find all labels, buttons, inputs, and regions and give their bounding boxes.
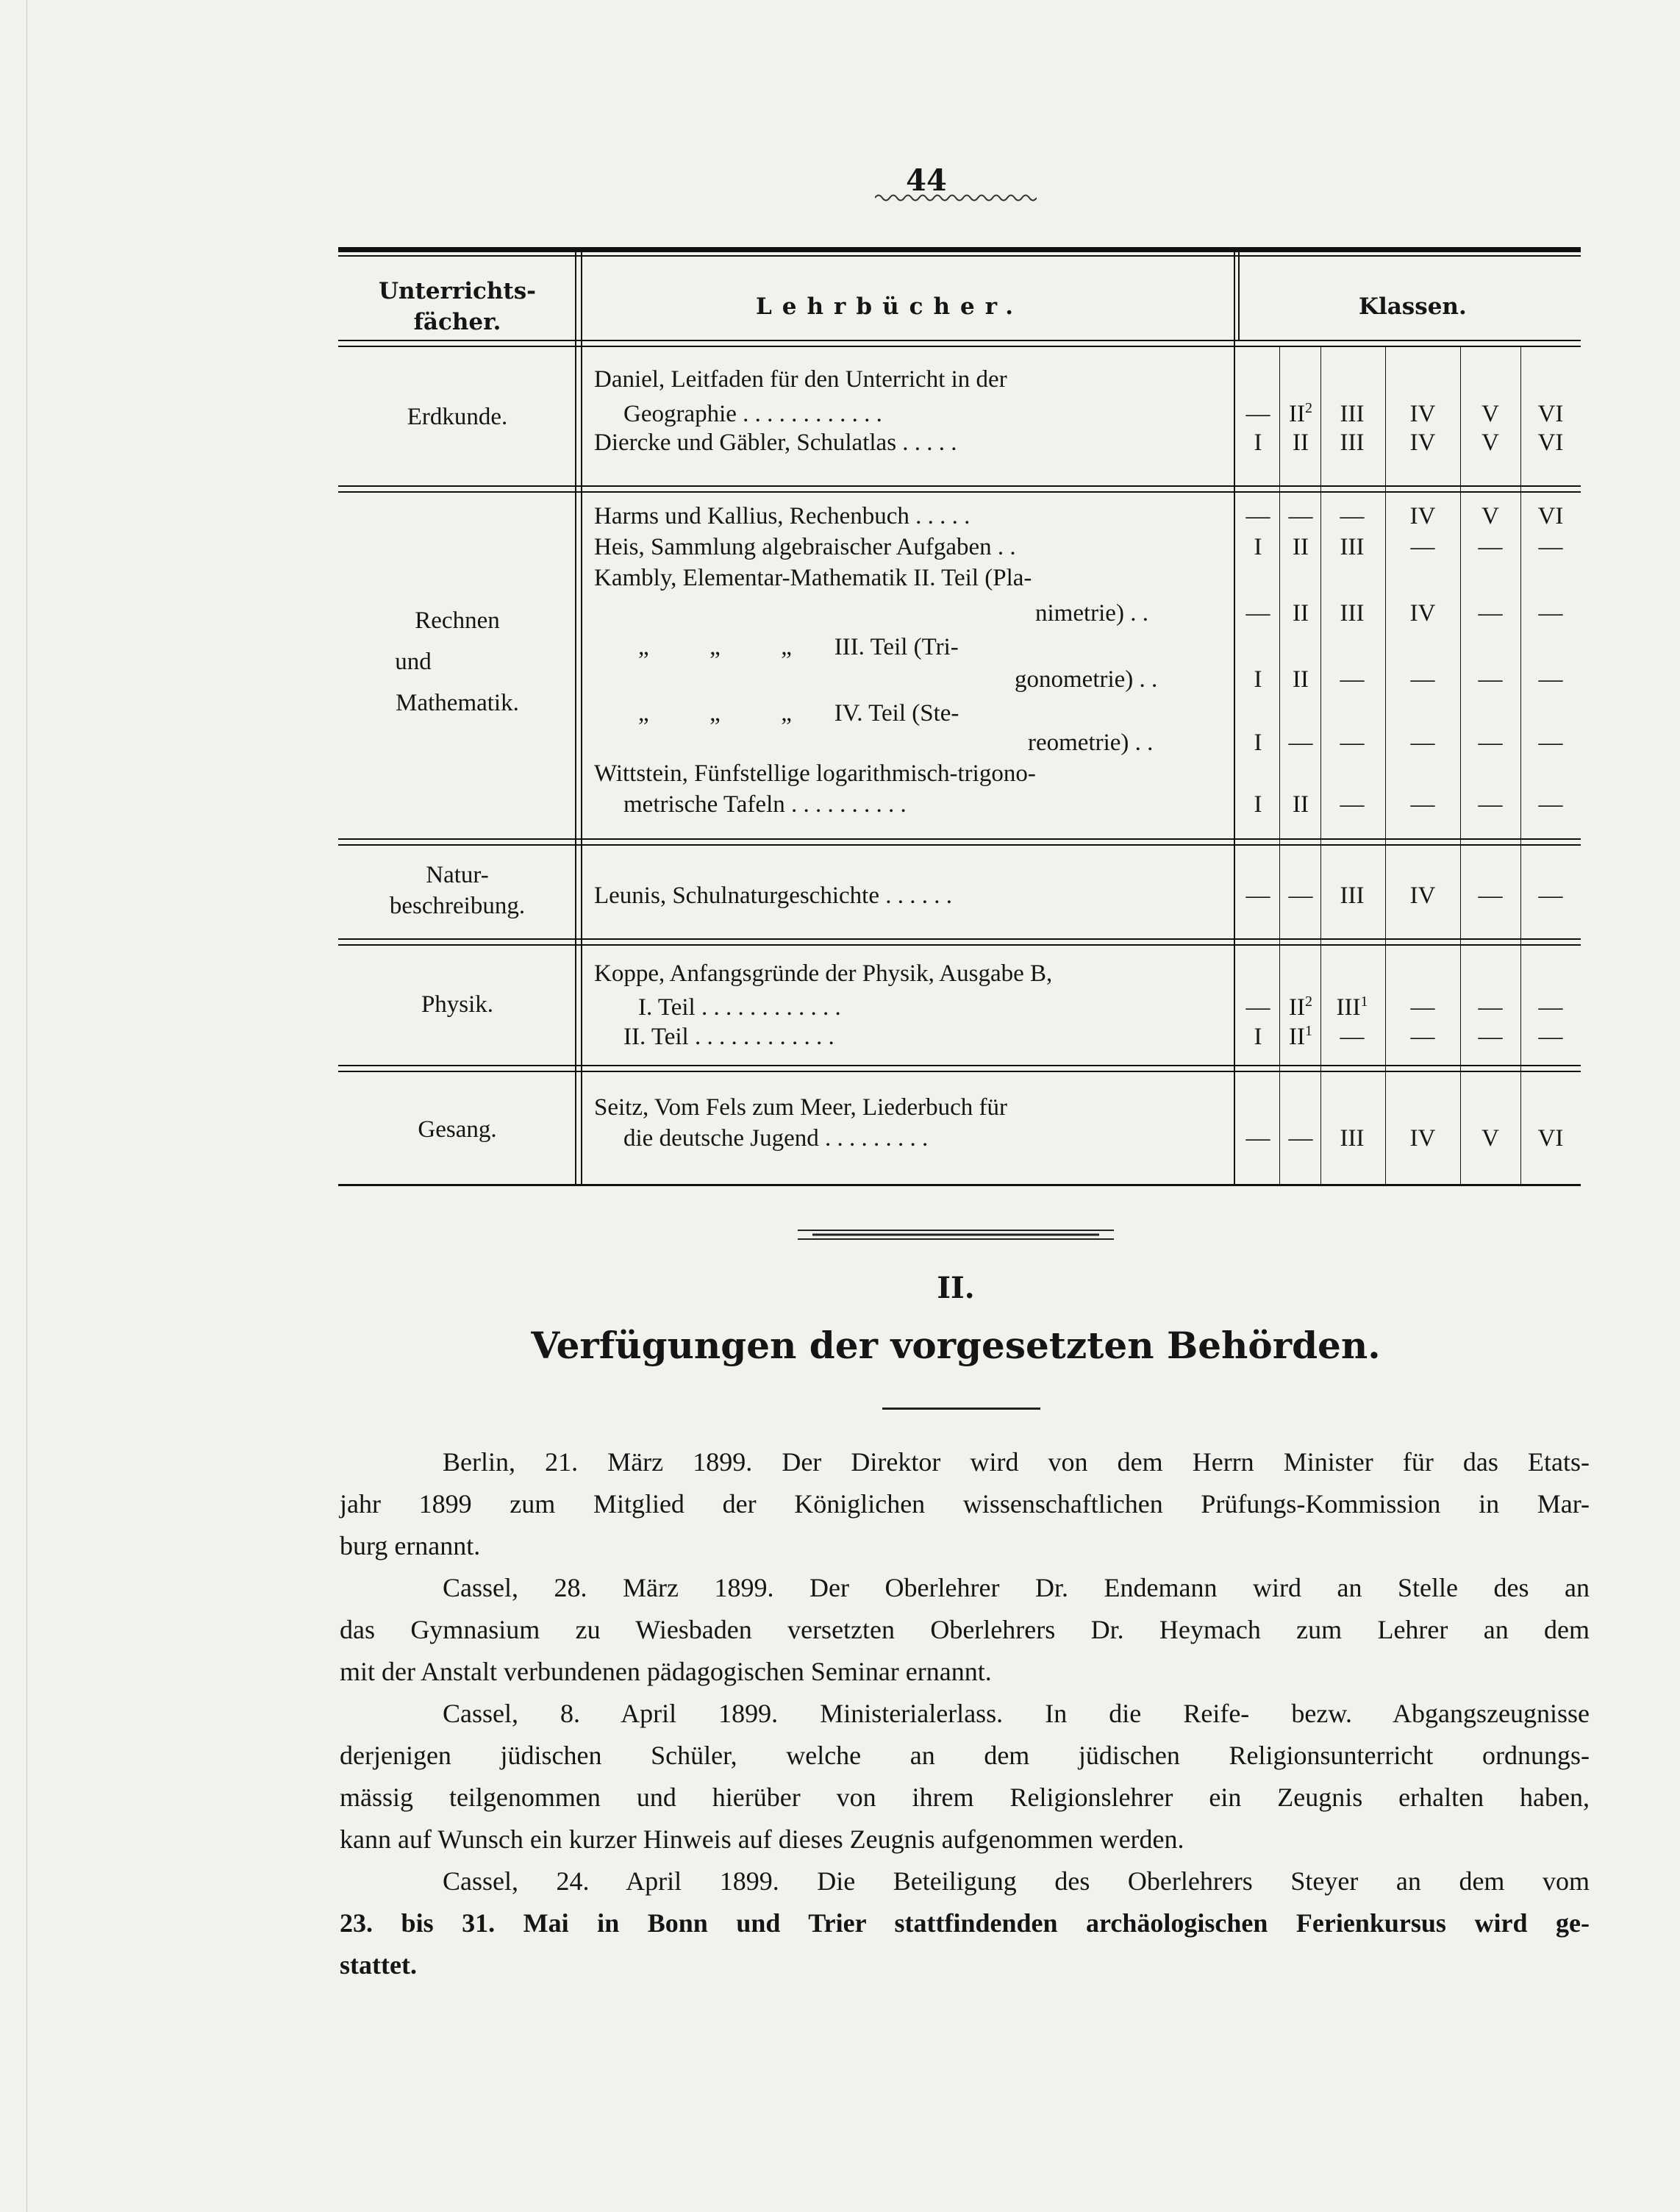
col-rule-subject-2	[581, 252, 582, 1186]
class-cell: I	[1254, 666, 1262, 693]
col-rule-c1	[1279, 347, 1280, 1185]
class-cell: —	[1538, 666, 1563, 693]
subject-beschreibung: beschreibung.	[389, 893, 526, 919]
class-cell: V	[1481, 429, 1499, 456]
class-cell: II	[1293, 791, 1309, 818]
class-cell: —	[1288, 729, 1313, 756]
book-line: Geographie . . . . . . . . . . . .	[623, 401, 882, 427]
class-cell: —	[1478, 666, 1503, 693]
sep-1b	[338, 491, 1581, 493]
header-subject-line1: Unterrichts-	[378, 278, 537, 304]
col-rule-c3	[1385, 347, 1386, 1185]
class-cell: I	[1254, 534, 1262, 560]
class-cell: —	[1478, 534, 1503, 560]
para-line: jahr 1899 zum Mitglied der Königlichen wissenschaftlichen Prüfungs-Kommission in Mar-	[340, 1489, 1590, 1519]
paragraph-3	[340, 1693, 1590, 1860]
class-cell: VI	[1537, 429, 1564, 456]
class-cell: —	[1288, 1125, 1313, 1152]
class-cell: I	[1254, 729, 1262, 756]
sep-4a	[338, 1065, 1581, 1066]
header-rule-2	[338, 346, 1581, 347]
class-cell: —	[1245, 401, 1270, 427]
class-cell: —	[1288, 503, 1313, 529]
col-rule-books-2	[1238, 252, 1240, 340]
class-cell: —	[1245, 882, 1270, 909]
sep-3a	[338, 938, 1581, 940]
col-rule-books-1	[1234, 252, 1235, 1186]
class-cell: —	[1410, 994, 1435, 1021]
class-cell: $II^1$	[1289, 1023, 1312, 1050]
class-cell: I	[1254, 1024, 1262, 1050]
class-cell: —	[1410, 729, 1435, 756]
class-cell: V	[1481, 503, 1499, 529]
class-cell: III	[1340, 401, 1365, 427]
para-line: 23. bis 31. Mai in Bonn und Trier stattfindenden archäologischen Ferienkursus wird ge-	[340, 1908, 1590, 1938]
class-cell: II	[1293, 600, 1309, 627]
class-cell: —	[1245, 600, 1270, 627]
subject-und: und	[395, 649, 432, 675]
paragraph-2	[340, 1567, 1590, 1693]
para-line: Cassel, 24. April 1899. Die Beteiligung des Oberlehrers Steyer an dem vom	[443, 1866, 1590, 1896]
book-line: Leunis, Schulnaturgeschichte . . . . . .	[594, 882, 952, 909]
class-cell: —	[1538, 994, 1563, 1021]
book-line: Seitz, Vom Fels zum Meer, Liederbuch für	[594, 1094, 1007, 1121]
table-top-rule	[338, 247, 1581, 252]
col-rule-subject-1	[575, 252, 576, 1186]
paragraph-4	[340, 1860, 1590, 1986]
book-line: Koppe, Anfangsgründe der Physik, Ausgabe B,	[594, 960, 1053, 987]
sep-4b	[338, 1071, 1581, 1072]
class-cell: —	[1410, 666, 1435, 693]
class-cell: II	[1293, 534, 1309, 560]
para-line: burg ernannt.	[340, 1531, 481, 1560]
class-cell: —	[1245, 503, 1270, 529]
subject-rechnen: Rechnen	[415, 607, 500, 634]
class-cell: —	[1410, 534, 1435, 560]
class-cell: —	[1410, 791, 1435, 818]
book-line: Heis, Sammlung algebraischer Aufgaben . .	[594, 534, 1016, 560]
class-cell: —	[1538, 600, 1563, 627]
class-cell: —	[1538, 1024, 1563, 1050]
page-edge	[26, 0, 27, 2212]
book-line: gonometrie) . .	[1015, 666, 1158, 693]
class-cell: —	[1478, 729, 1503, 756]
header-subject	[340, 276, 575, 338]
sep-3b	[338, 944, 1581, 946]
class-cell: —	[1478, 600, 1503, 627]
class-cell: III	[1340, 534, 1365, 560]
class-cell: III	[1340, 1125, 1365, 1152]
class-cell: —	[1340, 729, 1365, 756]
book-line: I. Teil . . . . . . . . . . . .	[638, 994, 841, 1021]
class-cell: —	[1478, 1024, 1503, 1050]
subject-gesang: Gesang.	[418, 1116, 497, 1143]
class-cell: I	[1254, 791, 1262, 818]
class-cell: —	[1340, 666, 1365, 693]
page-number-ornament	[875, 193, 1037, 203]
subject-erdkunde: Erdkunde.	[407, 404, 508, 430]
class-cell: III	[1340, 429, 1365, 456]
header-subject-line2: fächer.	[413, 309, 501, 335]
col-rule-c2	[1320, 347, 1321, 1185]
col-rule-c4	[1460, 347, 1461, 1185]
paragraph-1	[340, 1441, 1590, 1567]
class-cell: —	[1538, 534, 1563, 560]
book-line: reometrie) . .	[1028, 729, 1154, 756]
book-line: „ „ „ IV. Teil (Ste-	[638, 700, 959, 727]
class-cell: —	[1478, 994, 1503, 1021]
para-line: stattet.	[340, 1950, 417, 1980]
class-cell: VI	[1537, 503, 1564, 529]
book-line: die deutsche Jugend . . . . . . . . .	[623, 1125, 929, 1152]
book-line: metrische Tafeln . . . . . . . . . .	[623, 791, 907, 818]
class-cell: —	[1478, 882, 1503, 909]
class-cell: IV	[1409, 503, 1436, 529]
header-rule-1	[338, 340, 1581, 341]
class-cell: IV	[1409, 882, 1436, 909]
class-cell: $II^2$	[1289, 993, 1312, 1021]
book-line: Wittstein, Fünfstellige logarithmisch-trigono-	[594, 760, 1036, 787]
para-line: das Gymnasium zu Wiesbaden versetzten Oberlehrers Dr. Heymach zum Lehrer an dem	[340, 1615, 1590, 1644]
class-cell: —	[1538, 729, 1563, 756]
class-cell: VI	[1537, 1125, 1564, 1152]
table-top-rule-thin	[338, 255, 1581, 257]
class-cell: —	[1340, 791, 1365, 818]
class-cell: VI	[1537, 401, 1564, 427]
class-cell: V	[1481, 1125, 1499, 1152]
para-line: mit der Anstalt verbundenen pädagogischen Seminar ernannt.	[340, 1657, 992, 1686]
sep-2a	[338, 838, 1581, 840]
para-line: mässig teilgenommen und hierüber von ihrem Religionslehrer ein Zeugnis erhalten haben,	[340, 1783, 1590, 1812]
header-books: Lehrbücher.	[756, 293, 1024, 320]
book-line: Daniel, Leitfaden für den Unterricht in der	[594, 366, 1007, 393]
book-line: Kambly, Elementar-Mathematik II. Teil (Pla-	[594, 565, 1032, 591]
para-line: derjenigen jüdischen Schüler, welche an dem jüdischen Religionsunterricht ordnungs-	[340, 1741, 1590, 1770]
book-line: Harms und Kallius, Rechenbuch . . . . .	[594, 503, 971, 529]
class-cell: —	[1340, 503, 1365, 529]
class-cell: IV	[1409, 1125, 1436, 1152]
class-cell: —	[1538, 791, 1563, 818]
class-cell: III	[1340, 600, 1365, 627]
col-rule-c5	[1520, 347, 1521, 1185]
para-line: kann auf Wunsch ein kurzer Hinweis auf dieses Zeugnis aufgenommen werden.	[340, 1824, 1184, 1854]
class-cell: V	[1481, 401, 1499, 427]
class-cell: III	[1340, 882, 1365, 909]
class-cell: IV	[1409, 429, 1436, 456]
class-cell: —	[1410, 1024, 1435, 1050]
subject-natur: Natur-	[426, 862, 489, 888]
class-cell: IV	[1409, 401, 1436, 427]
subject-physik: Physik.	[421, 991, 494, 1018]
para-line: Cassel, 28. März 1899. Der Oberlehrer Dr. Endemann wird an Stelle des an	[443, 1573, 1590, 1602]
para-line: Berlin, 21. März 1899. Der Direktor wird von dem Herrn Minister für das Etats-	[443, 1447, 1590, 1477]
class-cell: —	[1538, 882, 1563, 909]
class-cell: IV	[1409, 600, 1436, 627]
sep-2b	[338, 844, 1581, 846]
para-line: Cassel, 8. April 1899. Ministerialerlass. In die Reife- bezw. Abgangszeugnisse	[443, 1699, 1590, 1728]
subject-mathematik: Mathematik.	[396, 690, 519, 716]
sep-1a	[338, 485, 1581, 487]
class-cell: —	[1245, 1125, 1270, 1152]
book-line: II. Teil . . . . . . . . . . . .	[623, 1024, 834, 1050]
table-bottom-rule	[338, 1184, 1581, 1186]
section-title: Verfügungen der vorgesetzten Behörden.	[531, 1324, 1381, 1367]
section-divider	[798, 1228, 1114, 1240]
class-cell: II	[1293, 429, 1309, 456]
class-cell: II	[1293, 666, 1309, 693]
page-number: 44	[906, 163, 947, 198]
book-line: „ „ „ III. Teil (Tri-	[638, 634, 959, 660]
class-cell: I	[1254, 429, 1262, 456]
class-cell: —	[1340, 1024, 1365, 1050]
header-classes: Klassen.	[1359, 293, 1467, 320]
class-cell: III$^1$	[1336, 993, 1368, 1021]
section-number: II.	[937, 1271, 975, 1305]
book-line: nimetrie) . .	[1035, 600, 1148, 627]
class-cell: $II^2$	[1289, 400, 1312, 427]
section-title-rule	[882, 1408, 1040, 1410]
class-cell: —	[1478, 791, 1503, 818]
class-cell: —	[1288, 882, 1313, 909]
book-line: Diercke und Gäbler, Schulatlas . . . . .	[594, 429, 957, 456]
class-cell: —	[1245, 994, 1270, 1021]
